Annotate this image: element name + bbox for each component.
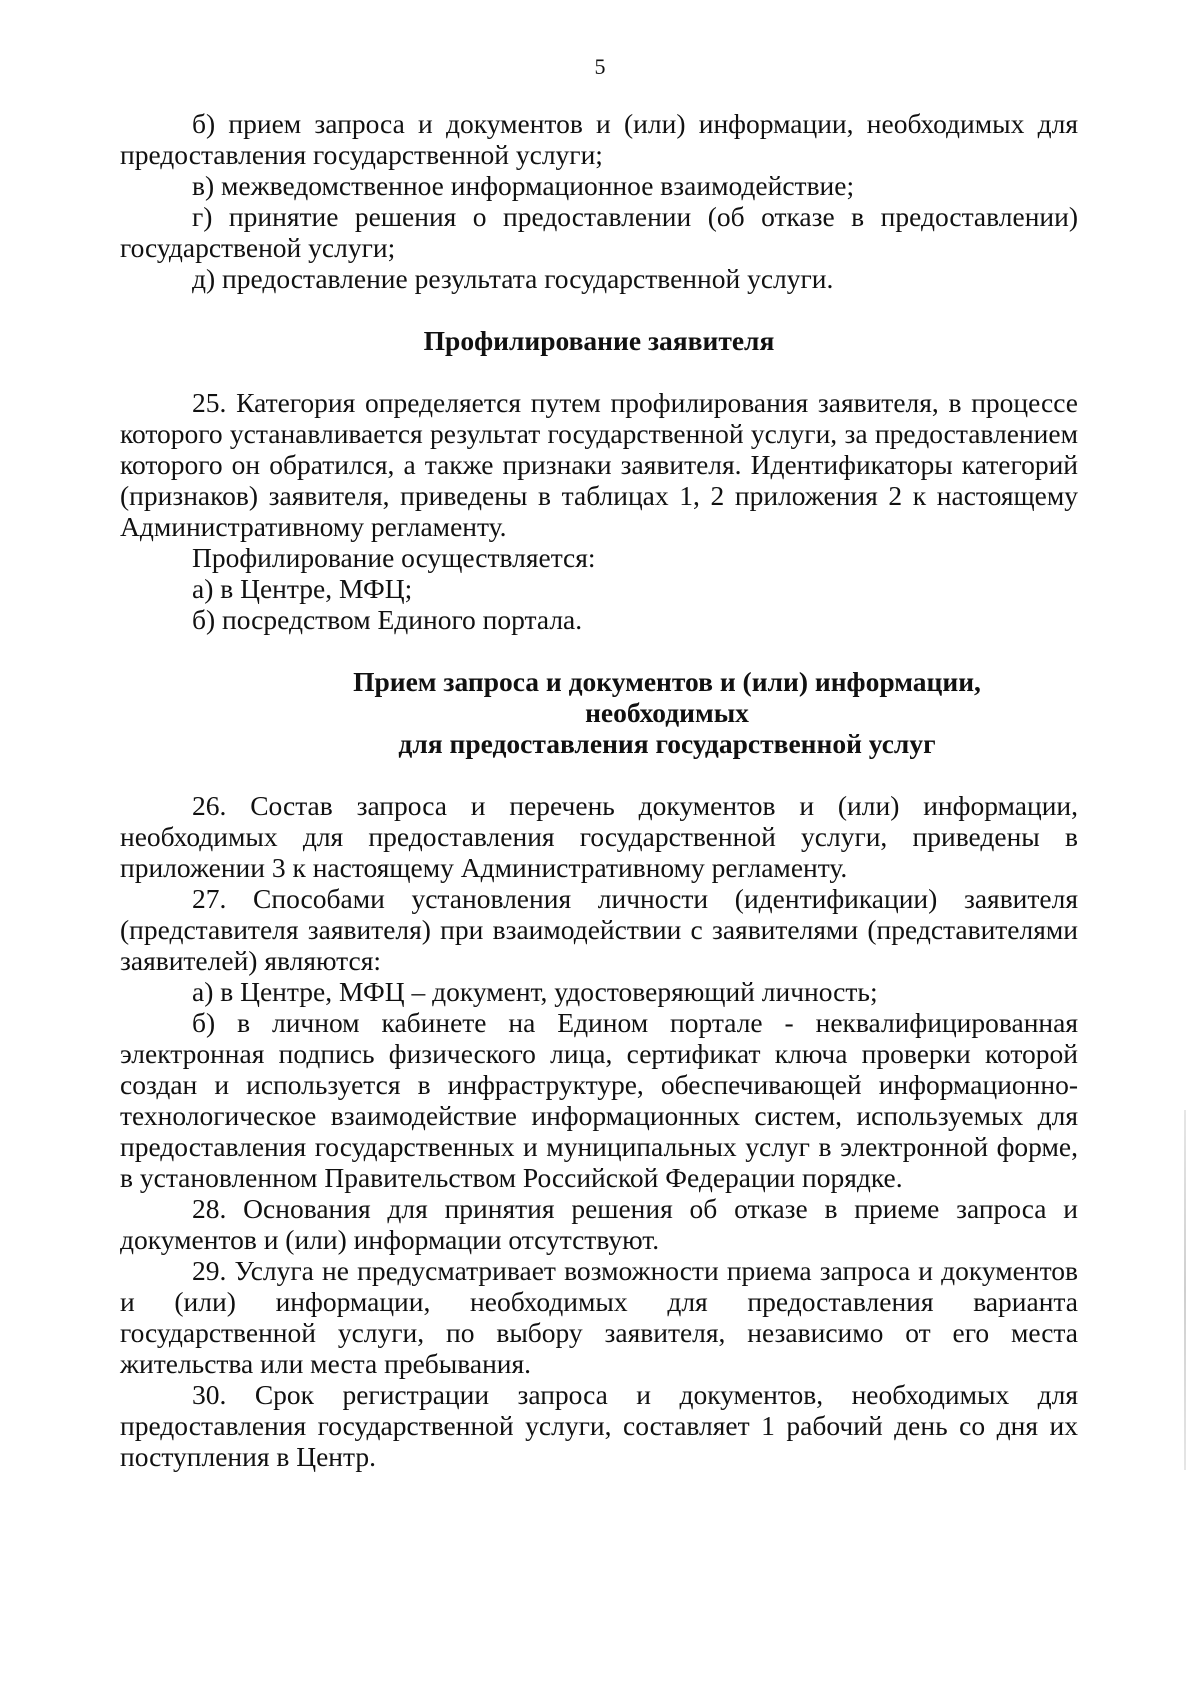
paragraph-26: 26. Состав запроса и перечень документов и (или) информации, необходимых для предоставления государственной услуги, приведены в приложении 3 к настоящему Административному регламенту. <box>120 790 1078 883</box>
spacer <box>120 759 1078 790</box>
document-body <box>120 108 1078 1472</box>
paragraph-25: 25. Категория определяется путем профилирования заявителя, в процессе которого устанавливается результат государственной услуги, за предоставлением которого он обратился, а также признаки заявителя. Идентификаторы категорий (признаков) заявителя, приведены в таблицах 1, 2 приложения 2 к настоящему Административному регламенту. <box>120 387 1078 542</box>
list-item-b: б) прием запроса и документов и (или) информации, необходимых для предоставления государственной услуги; <box>120 108 1078 170</box>
paragraph-profiling-intro: Профилирование осуществляется: <box>192 542 596 573</box>
scan-artifact-line <box>1184 1110 1186 1470</box>
section-heading-request-line1: Прием запроса и документов и (или) информации, необходимых <box>353 666 981 728</box>
section-heading-request-line2: для предоставления государственной услуг <box>398 728 936 759</box>
list-item-a: а) в Центре, МФЦ; <box>192 573 413 604</box>
list-item-d: д) предоставление результата государственной услуги. <box>192 263 834 294</box>
spacer <box>120 356 1078 387</box>
section-heading-profiling: Профилирование заявителя <box>423 325 775 356</box>
list-item-g: г) принятие решения о предоставлении (об отказе в предоставлении) государственой услуги; <box>120 201 1078 263</box>
paragraph-30: 30. Срок регистрации запроса и документов, необходимых для предоставления государственной услуги, составляет 1 рабочий день со дня их поступления в Центр. <box>120 1379 1078 1472</box>
list-item-a-identity: а) в Центре, МФЦ – документ, удостоверяющий личность; <box>192 976 878 1007</box>
page-number: 5 <box>594 54 606 79</box>
paragraph-29: 29. Услуга не предусматривает возможности приема запроса и документов и (или) информации, необходимых для предоставления варианта государственной услуги, по выбору заявителя, независимо от его места жительства или места пребывания. <box>120 1255 1078 1379</box>
list-item-b-signature: б) в личном кабинете на Едином портале - неквалифицированная электронная подпись физического лица, сертификат ключа проверки которой создан и используется в инфраструктуре, обеспечивающей информационно-технологическое взаимодействие информационных систем, используемых для предоставления государственных и муниципальных услуг в электронной форме, в установленном Правительством Российской Федерации порядке. <box>120 1007 1078 1193</box>
spacer <box>120 294 1078 325</box>
list-item-v: в) межведомственное информационное взаимодействие; <box>192 170 855 201</box>
list-item-b-portal: б) посредством Единого портала. <box>192 604 583 635</box>
spacer <box>120 635 1078 666</box>
paragraph-28: 28. Основания для принятия решения об отказе в приеме запроса и документов и (или) информации отсутствуют. <box>120 1193 1078 1255</box>
paragraph-27: 27. Способами установления личности (идентификации) заявителя (представителя заявителя) при взаимодействии с заявителями (представителями заявителей) являются: <box>120 883 1078 976</box>
